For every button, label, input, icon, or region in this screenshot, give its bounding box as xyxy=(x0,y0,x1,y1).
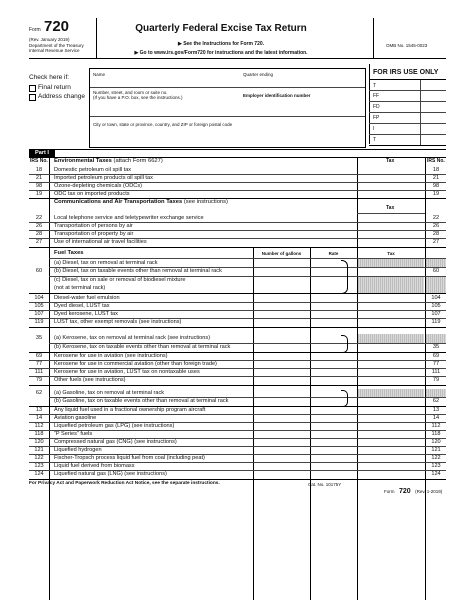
city-field[interactable] xyxy=(92,129,360,143)
row-irs-number: 119 xyxy=(431,319,441,325)
omb-number: OMB No. 1545-0023 xyxy=(386,43,428,48)
row-description: Kerosene for use in aviation (see instructions) xyxy=(54,353,168,359)
irs-code-fp: FP xyxy=(373,115,380,121)
quarter-ending-field[interactable] xyxy=(243,78,361,86)
row-irs-number: 62 xyxy=(35,390,43,396)
row-irs-number: 123 xyxy=(34,463,44,469)
check-here-label: Check here if: xyxy=(29,74,70,81)
row-description: Transportation of persons by air xyxy=(54,223,133,229)
instructions-line2: ▶ Go to www.irs.gov/Form720 for instructions and the latest information. xyxy=(134,50,308,56)
fuel-tax-header: Tax xyxy=(387,251,395,256)
row-irs-number: 60 xyxy=(35,268,43,274)
row-description: (a) Gasoline, tax on removal at terminal rack xyxy=(54,390,165,396)
row-description: Liquid fuel derived from biomass xyxy=(54,463,135,469)
row-description: Aviation gasoline xyxy=(54,415,97,421)
row-irs-number: 107 xyxy=(431,311,441,317)
row-irs-number: 119 xyxy=(34,319,44,325)
row-irs-number: 98 xyxy=(35,183,43,189)
table-row xyxy=(29,446,446,454)
instructions-line1: ▶ See the Instructions for Form 720. xyxy=(177,41,265,47)
row-irs-number: 111 xyxy=(431,369,441,375)
row-irs-number: 104 xyxy=(431,295,441,301)
row-description: Transportation of property by air xyxy=(54,231,134,237)
row-description: (b) Kerosene, tax on taxable events other than removal at terminal rack xyxy=(54,344,231,350)
irs-code-t: T xyxy=(373,83,377,89)
table-row xyxy=(29,182,446,190)
row-irs-number: 22 xyxy=(35,215,43,221)
footer-form-rev: (Rev. 1-2019) xyxy=(415,489,443,494)
env-taxes-title-text: Environmental Taxes xyxy=(54,158,112,164)
ein-label: Employer identification number xyxy=(243,93,311,98)
table-row xyxy=(29,318,446,326)
table-row xyxy=(29,343,446,351)
row-description: Dyed kerosene, LUST tax xyxy=(54,311,118,317)
table-row xyxy=(29,238,446,246)
row-irs-number: 18 xyxy=(35,167,43,173)
irs-code-t2: T xyxy=(373,137,377,143)
row-description: Ozone-depleting chemicals (ODCs) xyxy=(54,183,142,189)
row-irs-number: 13 xyxy=(35,407,43,413)
row-irs-number: 27 xyxy=(35,239,43,245)
row-irs-number: 21 xyxy=(432,175,440,181)
irs-code-fd: FD xyxy=(373,104,380,110)
row-irs-number: 35 xyxy=(432,344,440,350)
row-irs-number: 79 xyxy=(432,377,440,383)
irs-use-title: FOR IRS USE ONLY xyxy=(373,69,439,76)
row-irs-number: 62 xyxy=(432,398,440,404)
ein-field[interactable] xyxy=(243,101,361,115)
comm-taxes-title-text: Communications and Air Transportation Taxes xyxy=(54,199,183,205)
footer-form-number: 720 xyxy=(398,488,411,495)
table-row xyxy=(29,267,446,275)
row-irs-number: 121 xyxy=(34,447,44,453)
table-row xyxy=(29,422,446,430)
row-irs-number: 27 xyxy=(432,239,440,245)
address-change-label: Address change xyxy=(38,93,85,100)
row-irs-number: 13 xyxy=(432,407,440,413)
table-row xyxy=(29,360,446,368)
row-irs-number: 120 xyxy=(431,439,441,445)
row-description: Imported petroleum products oil spill tax xyxy=(54,175,153,181)
row-irs-number: 26 xyxy=(35,223,43,229)
table-row xyxy=(29,376,446,384)
row-irs-number: 107 xyxy=(34,311,44,317)
street-note: (If you have a P.O. box, see the instructions.) xyxy=(93,95,183,100)
address-change-checkbox[interactable] xyxy=(29,94,36,101)
table-row xyxy=(29,397,446,405)
row-description: Use of international air travel facilities xyxy=(54,239,147,245)
row-irs-number: 69 xyxy=(35,353,43,359)
row-description: Any liquid fuel used in a fractional ownership program aircraft xyxy=(54,407,206,413)
row-irs-number: 28 xyxy=(35,231,43,237)
row-irs-number: 112 xyxy=(431,423,441,429)
footer-form-prefix: Form xyxy=(384,489,395,494)
row-description: (b) Diesel, tax on taxable events other than removal at terminal rack xyxy=(54,268,222,274)
table-row xyxy=(29,190,446,198)
table-row xyxy=(29,454,446,462)
row-description: Liquefied natural gas (LNG) (see instructions) xyxy=(54,471,167,477)
row-description: Kerosene for use in aviation, LUST tax on nontaxable uses xyxy=(54,369,200,375)
row-description: (c) Diesel, tax on sale or removal of biodiesel mixture xyxy=(54,277,186,283)
revision-date: (Rev. January 2019) xyxy=(29,37,70,42)
footer-form-id xyxy=(384,480,442,498)
comm-tax-header: Tax xyxy=(386,205,395,211)
table-row xyxy=(29,414,446,422)
table-row xyxy=(29,230,446,238)
comm-taxes-note: (see instructions) xyxy=(183,199,228,205)
department-line2: Internal Revenue Service xyxy=(29,48,80,53)
table-row xyxy=(29,310,446,318)
name-field[interactable] xyxy=(92,78,240,86)
row-irs-number: 122 xyxy=(34,455,44,461)
row-description: LUST tax, other exempt removals (see instructions) xyxy=(54,319,182,325)
row-description: “P Series” fuels xyxy=(54,431,93,437)
row-description: Fischer-Tropsch process liquid fuel from coal (including peat) xyxy=(54,455,205,461)
irs-no-header: IRS No. xyxy=(30,158,48,164)
part1-label: Part I xyxy=(29,150,55,157)
row-description: (a) Kerosene, tax on removal at terminal rack (see instructions) xyxy=(54,335,211,341)
row-irs-number: 14 xyxy=(35,415,43,421)
row-description: Diesel-water fuel emulsion xyxy=(54,295,120,301)
row-description: Other fuels (see instructions) xyxy=(54,377,126,383)
row-irs-number: 28 xyxy=(432,231,440,237)
row-irs-number: 118 xyxy=(34,431,44,437)
row-description: Compressed natural gas (CNG) (see instructions) xyxy=(54,439,177,445)
env-taxes-note: (attach Form 6627) xyxy=(113,158,163,164)
row-description: Local telephone service and teletypewriter exchange service xyxy=(54,215,204,221)
catalog-number: Cat. No. 10175Y xyxy=(308,482,342,487)
row-irs-number: 35 xyxy=(35,335,43,341)
city-label: City or town, state or province, country, and ZIP or foreign postal code xyxy=(93,122,233,127)
tax-header: Tax xyxy=(386,158,395,164)
row-irs-number: 98 xyxy=(432,183,440,189)
final-return-checkbox[interactable] xyxy=(29,85,36,92)
name-label: Name xyxy=(93,72,106,77)
table-row xyxy=(29,222,446,230)
row-description: ODC tax on imported products xyxy=(54,191,130,197)
row-description: Domestic petroleum oil spill tax xyxy=(54,167,132,173)
table-row xyxy=(29,352,446,360)
irs-no-header-right: IRS No. xyxy=(427,158,445,164)
row-irs-number: 121 xyxy=(431,447,441,453)
row-irs-number: 111 xyxy=(34,369,44,375)
form-label: Form xyxy=(29,27,41,33)
row-irs-number: 123 xyxy=(431,463,441,469)
row-description: (not at terminal rack) xyxy=(54,285,106,291)
table-row xyxy=(29,302,446,310)
form-number: 720 xyxy=(44,18,70,35)
env-taxes-title xyxy=(54,158,163,165)
table-row xyxy=(29,406,446,414)
row-description: Dyed diesel, LUST tax xyxy=(54,303,110,309)
row-description: Liquefied petroleum gas (LPG) (see instructions) xyxy=(54,423,175,429)
department-line1: Department of the Treasury xyxy=(29,43,84,48)
quarter-ending-label: Quarter ending xyxy=(243,72,274,77)
row-irs-number: 104 xyxy=(34,295,44,301)
table-row xyxy=(29,166,446,174)
privacy-notice: For Privacy Act and Paperwork Reduction Act Notice, see the separate instructions. xyxy=(29,481,220,486)
row-irs-number: 22 xyxy=(432,215,440,221)
table-row xyxy=(29,462,446,470)
row-irs-number: 19 xyxy=(35,191,43,197)
row-irs-number: 14 xyxy=(432,415,440,421)
final-return-label: Final return xyxy=(38,84,71,91)
row-irs-number: 77 xyxy=(35,361,43,367)
row-irs-number: 18 xyxy=(432,167,440,173)
table-row xyxy=(29,438,446,446)
table-row xyxy=(29,174,446,182)
row-irs-number: 26 xyxy=(432,223,440,229)
table-row xyxy=(29,368,446,376)
row-irs-number: 112 xyxy=(34,423,44,429)
row-irs-number: 105 xyxy=(34,303,44,309)
rate-header: Rate xyxy=(328,251,339,256)
row-irs-number: 60 xyxy=(432,268,440,274)
row-irs-number: 79 xyxy=(35,377,43,383)
row-irs-number: 19 xyxy=(432,191,440,197)
row-irs-number: 122 xyxy=(431,455,441,461)
table-row xyxy=(29,470,446,478)
row-irs-number: 124 xyxy=(34,471,44,477)
row-description: Liquefied hydrogen xyxy=(54,447,102,453)
row-irs-number: 21 xyxy=(35,175,43,181)
form-title: Quarterly Federal Excise Tax Return xyxy=(135,23,307,34)
row-irs-number: 69 xyxy=(432,353,440,359)
row-irs-number: 118 xyxy=(431,431,441,437)
street-label: Number, street, and room or suite no. xyxy=(93,90,168,95)
row-irs-number: 77 xyxy=(432,361,440,367)
irs-code-ff: FF xyxy=(373,93,380,99)
table-row xyxy=(29,430,446,438)
fuel-taxes-title: Fuel Taxes xyxy=(54,250,84,256)
table-row xyxy=(29,294,446,302)
irs-code-i: I xyxy=(373,126,375,132)
row-irs-number: 124 xyxy=(431,471,441,477)
row-irs-number: 105 xyxy=(431,303,441,309)
row-irs-number: 120 xyxy=(34,439,44,445)
row-description: Kerosene for use in commercial aviation (other than foreign trade) xyxy=(54,361,217,367)
gallons-header: Number of gallons xyxy=(261,251,302,256)
street-field[interactable] xyxy=(92,101,240,115)
table-row xyxy=(29,214,446,222)
row-description: (a) Diesel, tax on removal at terminal rack xyxy=(54,260,158,266)
row-description: (b) Gasoline, tax on taxable events other than removal at terminal rack xyxy=(54,398,229,404)
comm-taxes-title xyxy=(54,199,228,206)
